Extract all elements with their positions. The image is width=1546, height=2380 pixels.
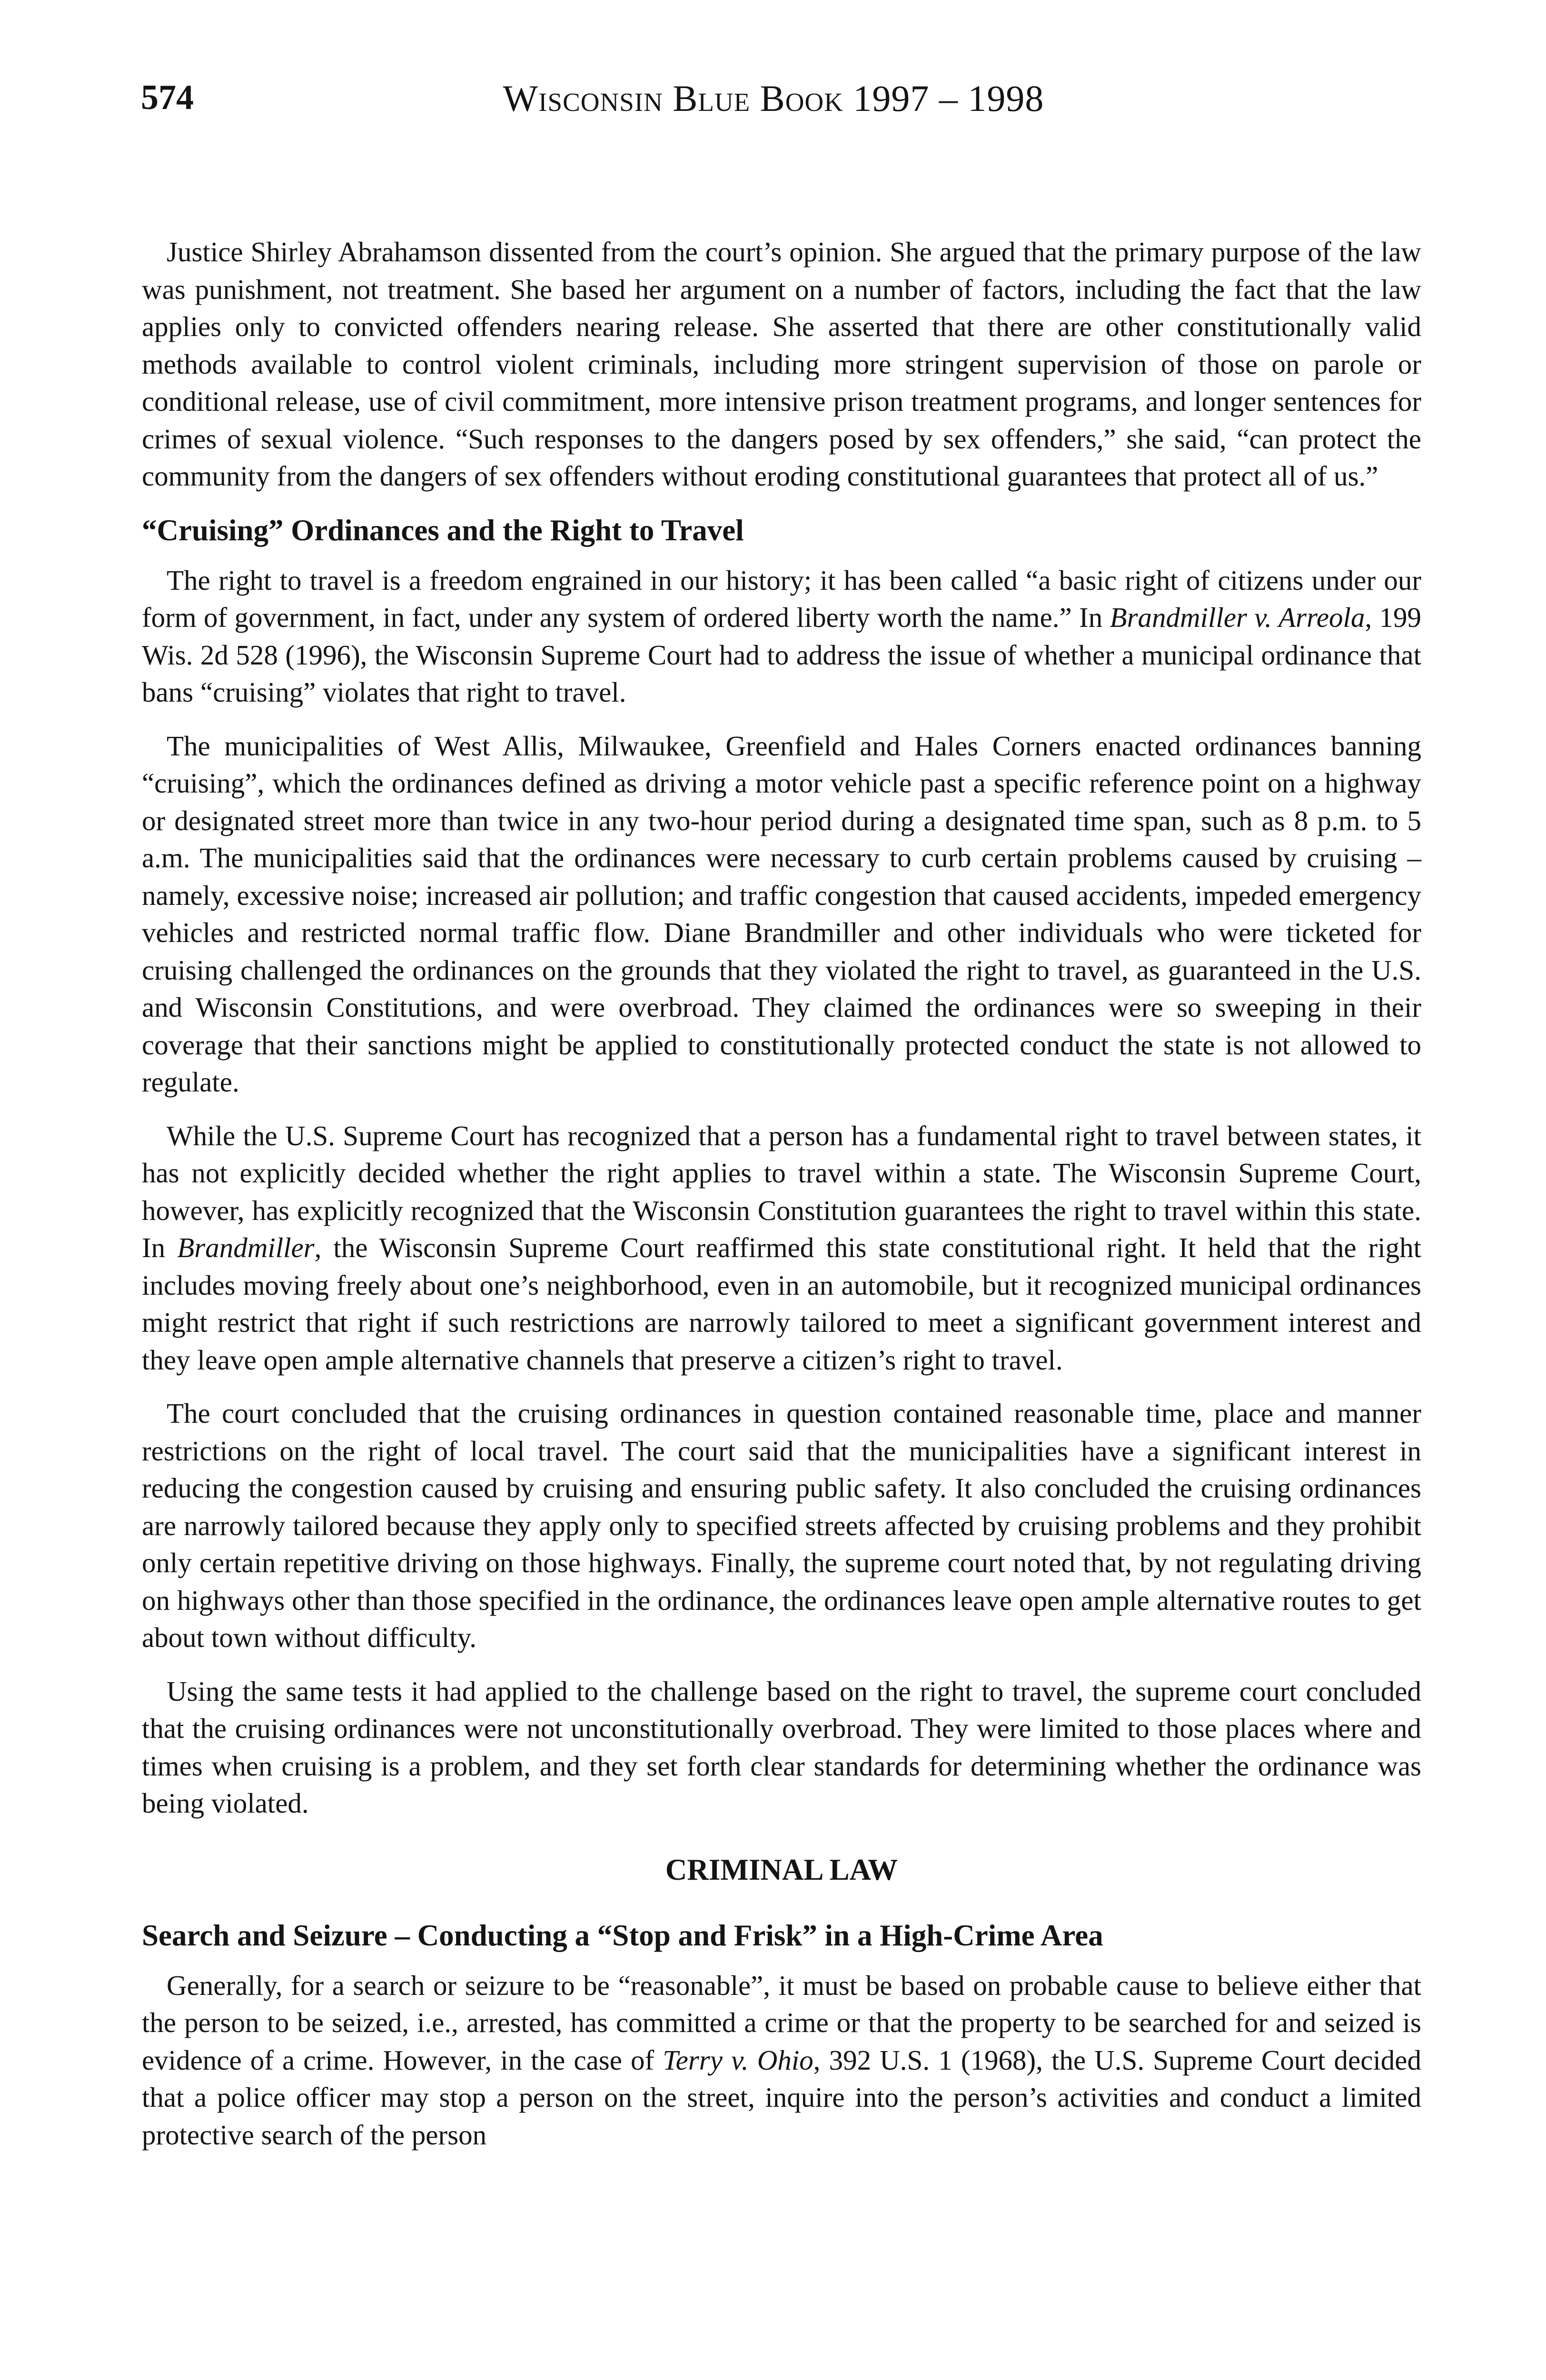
page-number: 574 xyxy=(141,78,194,117)
case-name: Brandmiller xyxy=(177,1232,315,1263)
text-run: The right to travel is a freedom engrained in our history; it has been called “a basic right of citizens under our form of government, in fact, under any system of ordered liberty worth the name.” In xyxy=(142,564,1421,633)
paragraph-court-concluded: The court concluded that the cruising ordinances in question contained reasonable time, place and manner restrictions on the right of local travel. The court said that the municipalities have a significant interest in reducing the congestion caused by cruising and ensuring public safety. It also concluded the cruising ordinances are narrowly tailored because they apply only to specified streets affected by cruising problems and they prohibit only certain repetitive driving on those highways. Finally, the supreme court noted that, by not regulating driving on highways other than those specified in the ordinance, the ordinances leave open ample alternative routes to get about town without difficulty. xyxy=(142,1398,1421,1653)
paragraph-abrahamson-dissent: Justice Shirley Abrahamson dissented from the court’s opinion. She argued that the primary purpose of the law was punishment, not treatment. She based her argument on a number of factors, including the fact that the law applies only to convicted offenders nearing release. She asserted that there are other constitutionally valid methods available to control violent criminals, including more stringent supervision of those on parole or conditional release, use of civil commitment, more intensive prison treatment programs, and longer sentences for crimes of sexual violence. “Such responses to the dangers posed by sex offenders,” she said, “can protect the community from the dangers of sex offenders without eroding constitutional guarantees that protect all of us.” xyxy=(142,236,1421,492)
paragraph-municipalities: The municipalities of West Allis, Milwaukee, Greenfield and Hales Corners enacted ordinances banning “cruising”, which the ordinances defined as driving a motor vehicle past a specific reference point on a highway or designated street more than twice in any two-hour period during a designated time span, such as 8 p.m. to 5 a.m. The municipalities said that the ordinances were necessary to curb certain problems caused by cruising – namely, excessive noise; increased air pollution; and traffic congestion that caused accidents, impeded emergency vehicles and restricted normal traffic flow. Diane Brandmiller and other individuals who were ticketed for cruising challenged the ordinances on the grounds that they violated the right to travel, as guaranteed in the U.S. and Wisconsin Constitutions, and were overbroad. They claimed the ordinances were so sweeping in their coverage that their sanctions might be applied to constitutionally protected conduct the state is not allowed to regulate. xyxy=(142,730,1421,1098)
text-run: While the U.S. Supreme Court has recognized that a person has a fundamental right to travel between states, it has not explicitly decided whether the right applies to travel within a state. The Wisconsin Supreme Court, however, has explicitly recognized that the Wisconsin Constitution guarantees the right to travel within this state. In xyxy=(142,1120,1421,1263)
paragraph-overbroad: Using the same tests it had applied to the challenge based on the right to travel, the supreme court concluded that the cruising ordinances were not unconstitutionally overbroad. They were limited to those places where and times when cruising is a problem, and they set forth clear standards for determining whether the ordinance was being violated. xyxy=(142,1675,1421,1819)
paragraph-stop-and-frisk xyxy=(142,1967,1421,2154)
paragraph-supreme-court xyxy=(142,1117,1421,1379)
article-body xyxy=(142,233,1421,2170)
heading-cruising-ordinances: “Cruising” Ordinances and the Right to Travel xyxy=(142,513,744,547)
section-title-criminal-law: CRIMINAL LAW xyxy=(665,1853,898,1886)
running-head: Wisconsin Blue Book 1997 – 1998 xyxy=(503,78,1044,119)
case-name: Brandmiller v. Arreola xyxy=(1110,602,1365,633)
text-run: , 392 U.S. 1 (1968), the U.S. Supreme Court decided that a police officer may stop a person on the street, inquire into the person’s activities and conduct a limited protective search of the person xyxy=(142,2044,1421,2151)
text-run: Generally, for a search or seizure to be “reasonable”, it must be based on probable cause to believe either that the person to be seized, i.e., arrested, has committed a crime or that the property to be searched for and seized is evidence of a crime. However, in the case of xyxy=(142,1969,1421,2076)
heading-search-and-seizure: Search and Seizure – Conducting a “Stop and Frisk” in a High-Crime Area xyxy=(142,1918,1103,1952)
text-run: , the Wisconsin Supreme Court reaffirmed this state constitutional right. It held that the right includes moving freely about one’s neighborhood, even in an automobile, but it recognized municipal ordinances might restrict that right if such restrictions are narrowly tailored to meet a significant government interest and they leave open ample alternative channels that preserve a citizen’s right to travel. xyxy=(142,1232,1421,1376)
text-run: , 199 Wis. 2d 528 (1996), the Wisconsin Supreme Court had to address the issue of whether a municipal ordinance that bans “cruising” violates that right to travel. xyxy=(142,602,1422,708)
case-name: Terry v. Ohio xyxy=(663,2044,813,2076)
paragraph-right-to-travel xyxy=(142,562,1421,711)
